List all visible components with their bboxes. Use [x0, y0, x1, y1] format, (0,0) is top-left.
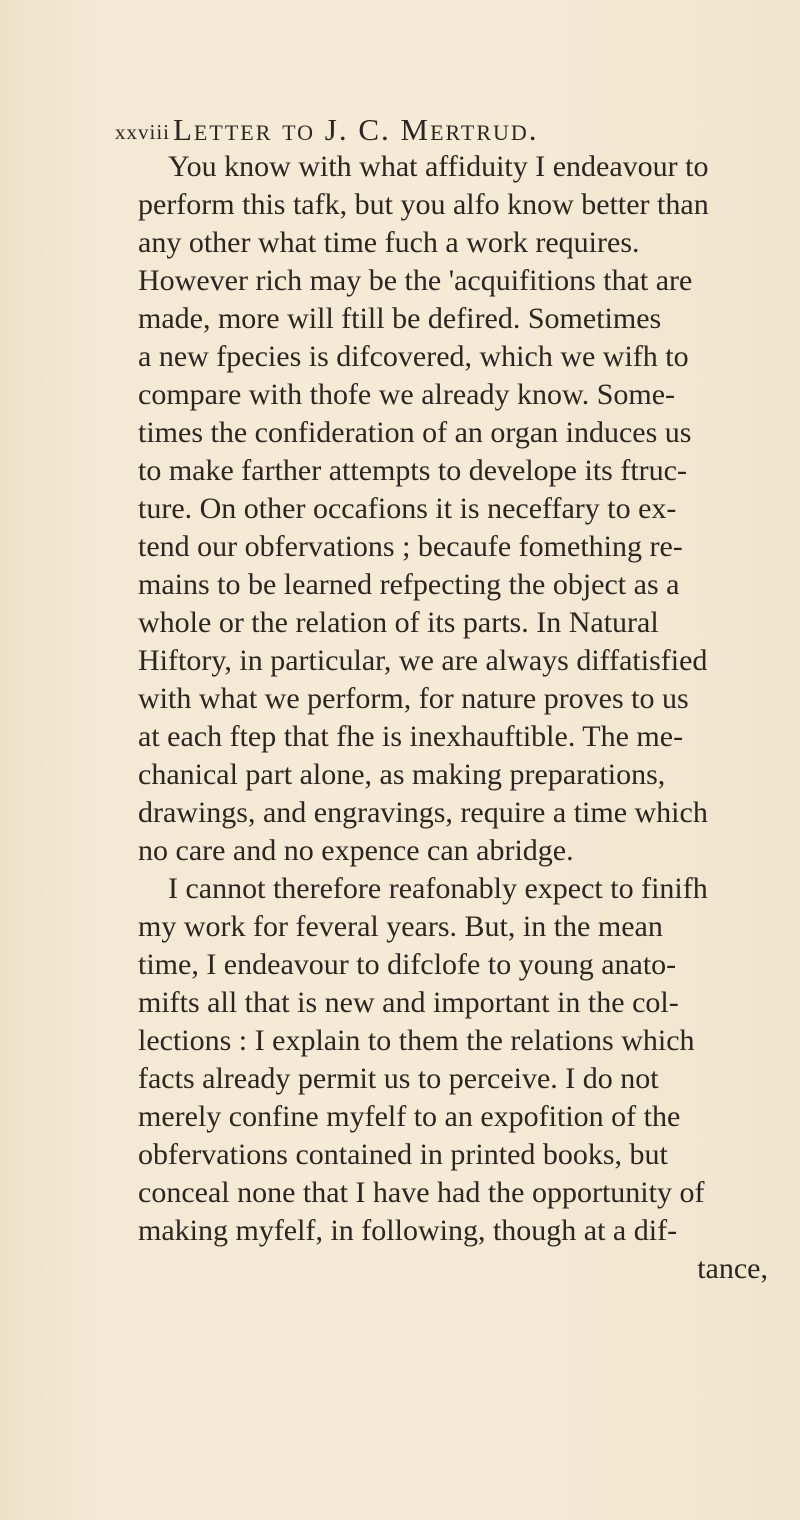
page-header [115, 98, 755, 147]
text-line: times the confideration of an organ induces us [138, 416, 692, 449]
running-title: Letter to J. C. Mertrud. [173, 112, 539, 147]
text-line: time, I endeavour to difclofe to young anato- [138, 948, 677, 981]
text-line: a new fpecies is difcovered, which we wifh to [138, 340, 689, 373]
text-line: Hiftory, in particular, we are always diffatisfied [138, 644, 708, 677]
text-line: ture. On other occafions it is neceffary to ex- [138, 492, 677, 525]
text-line: You know with what affiduity I endeavour to [168, 150, 709, 183]
text-line: any other what time fuch a work requires. [138, 226, 640, 259]
text-line: to make farther attempts to develope its ftruc- [138, 454, 687, 487]
text-line: lections : I explain to them the relations which [138, 1024, 695, 1057]
text-line: mifts all that is new and important in the col- [138, 986, 679, 1019]
text-line: mains to be learned refpecting the object as a [138, 568, 680, 601]
text-line: at each ftep that fhe is inexhauftible. The me- [138, 720, 684, 753]
text-line: conceal none that I have had the opportunity of [138, 1176, 705, 1209]
text-line: whole or the relation of its parts. In Natural [138, 606, 659, 639]
catchword: tance, [697, 1252, 768, 1285]
text-line: making myfelf, in following, though at a dif- [138, 1214, 678, 1247]
text-line: obfervations contained in printed books, but [138, 1138, 668, 1171]
text-line: However rich may be the 'acquifitions that are [138, 264, 693, 297]
page-number: xxviii [115, 120, 171, 144]
text-line: drawings, and engravings, require a time which [138, 796, 708, 829]
text-line: my work for feveral years. But, in the mean [138, 910, 663, 943]
text-line: I cannot therefore reafonably expect to finifh [168, 872, 708, 905]
text-line: perform this tafk, but you alfo know better than [138, 188, 709, 221]
text-line: made, more will ftill be defired. Sometimes [138, 302, 662, 335]
text-line: compare with thofe we already know. Some- [138, 378, 676, 411]
text-line: merely confine myfelf to an expofition of the [138, 1100, 681, 1133]
text-line: tend our obfervations ; becaufe fomething re- [138, 530, 683, 563]
text-line: no care and no expence can abridge. [138, 834, 574, 867]
text-line: with what we perform, for nature proves to us [138, 682, 689, 715]
text-line: facts already permit us to perceive. I do not [138, 1062, 659, 1095]
text-line: chanical part alone, as making preparations, [138, 758, 666, 791]
body-text [138, 148, 778, 1288]
